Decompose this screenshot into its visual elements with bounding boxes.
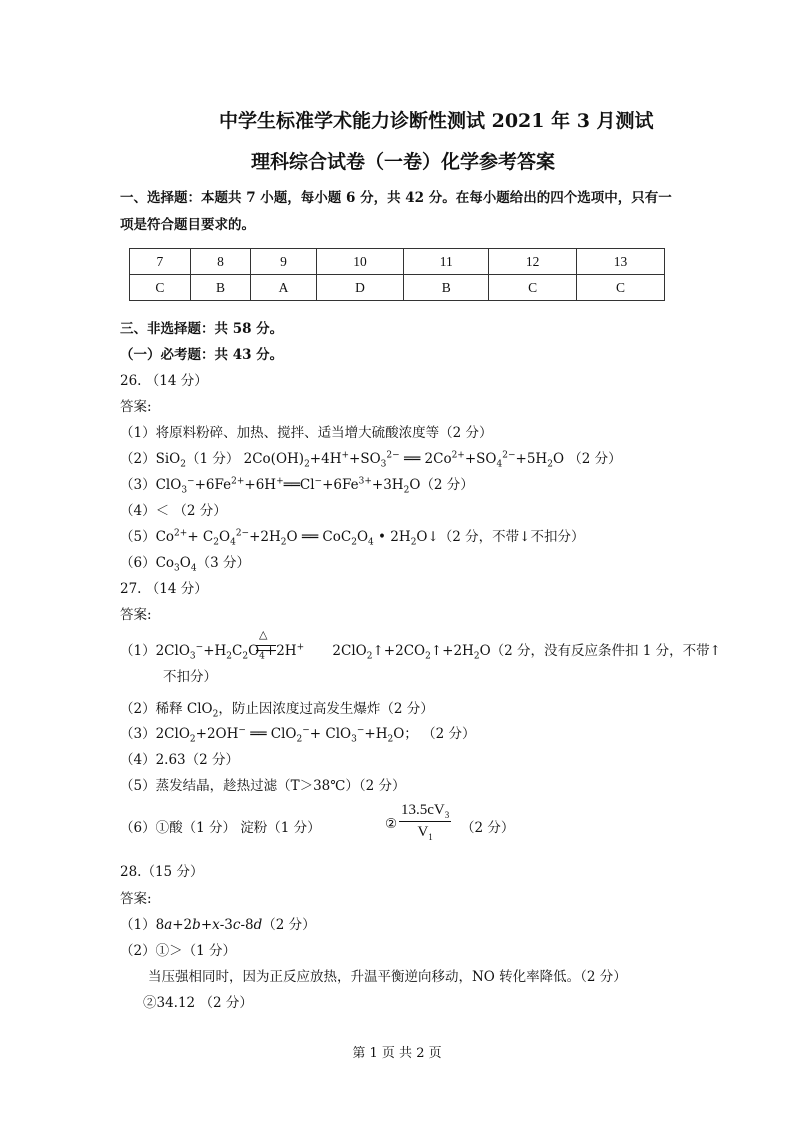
table-cell: B (190, 275, 251, 301)
section1-heading-line1: 一、选择题：本题共 7 小题，每小题 6 分，共 42 分。在每小题给出的四个选项中，只有一 (120, 190, 672, 206)
q27-answer-4: （4）2.63（2 分） (120, 752, 240, 768)
table-cell: D (316, 275, 404, 301)
q26-answer-5: $(5)Co^{2+}+ C_2O_4^{2-}+2H_2O$ ══ $CoC_2O_4$ • $2H_2O↓(2$ 分，不带↓不扣分） (120, 528, 585, 548)
table-cell: C (489, 275, 577, 301)
q28-answer-2-part2: ②34.12 （2 分） (143, 995, 253, 1011)
q26-answer-3: $(3)ClO_3^-+6Fe^{2+}+6H^+══Cl^-+6Fe^{3+}+3H_2O(2$ 分） (120, 476, 474, 496)
q26-answer-2: （2）SiO$_2$（1 分） $2Co(OH)_2+4H^++SO_3^{2-}$ ══ $2Co^{2+}+SO_4^{2-}+5H_2O$ （2 分） (120, 450, 622, 470)
table-cell: 10 (316, 249, 404, 275)
q26-answer-label: 答案: (120, 399, 152, 415)
answer-table-row-answers (130, 275, 665, 301)
table-cell: 8 (190, 249, 251, 275)
table-cell: 13 (577, 249, 665, 275)
page-number: 第 1 页 共 2 页 (352, 1046, 442, 1061)
table-cell: A (251, 275, 316, 301)
answer-table-row-numbers (130, 249, 665, 275)
q27-answer-2: （2）稀释 ClO$_2$，防止因浓度过高发生爆炸（2 分） (120, 701, 434, 720)
q27-header: 27. （14 分） (120, 581, 208, 597)
q26-answer-1: （1）将原料粉碎、加热、搅拌、适当增大硫酸浓度等（2 分） (120, 425, 493, 441)
fraction-denominator: $V_1$ (417, 824, 433, 842)
fraction-numerator: $13.5cV_3$ (401, 802, 450, 820)
q27-answer-5: （5）蒸发结晶，趁热过滤（T＞38℃）（2 分） (120, 778, 406, 794)
q27-answer-6-score: （2 分） (461, 820, 515, 836)
q27-answer-label: 答案: (120, 607, 152, 623)
section3-subheading: （一）必考题：共 43 分。 (120, 347, 284, 363)
q28-header: 28.（15 分） (120, 864, 204, 880)
q27-answer-1-line2: 不扣分） (163, 669, 217, 685)
table-cell: 9 (251, 249, 316, 275)
q27-answer-6-part2: ② (385, 816, 398, 832)
table-cell: C (577, 275, 665, 301)
q26-header: 26. （14 分） (120, 373, 208, 389)
heat-condition-icon: △ (259, 628, 268, 641)
section1-heading-line2: 项是符合题目要求的。 (120, 217, 255, 233)
page-title-line1: 中学生标准学术能力诊断性测试 2021 年 3 月测试 (219, 110, 654, 132)
q28-answer-1: （1）8a+2b+x-3c-8d（2 分） (120, 917, 316, 933)
q27-answer-1-line1: $(1)2ClO_3^-+H_2C_2O_4+2H^+$ $2ClO_2↑+2CO_2↑+2H_2O(2$ 分，没有反应条件扣 1 分，不带↑ (120, 642, 721, 662)
q28-answer-2-explanation: 当压强相同时，因为正反应放热，升温平衡逆向移动，NO 转化率降低。（2 分） (148, 969, 627, 985)
answer-table (129, 248, 665, 301)
q27-fraction (399, 802, 451, 841)
q26-answer-6: $(6)Co_3O_4(3$ 分） (120, 555, 250, 574)
q27-answer-3: （3）2ClO$_2$+2OH− ══ $ClO_2^-+ ClO_3^-+H_2O$； （2 分） (120, 725, 476, 745)
table-cell: C (130, 275, 191, 301)
q28-answer-label: 答案: (120, 891, 152, 907)
table-cell: 12 (489, 249, 577, 275)
section3-heading: 三、非选择题：共 58 分。 (120, 321, 284, 337)
table-cell: 11 (404, 249, 489, 275)
q26-answer-4: （4）＜ （2 分） (120, 503, 227, 519)
table-cell: 7 (130, 249, 191, 275)
q27-answer-6-part1: （6）①酸（1 分） 淀粉（1 分） (120, 820, 321, 836)
table-cell: B (404, 275, 489, 301)
page-title-line2: 理科综合试卷（一卷）化学参考答案 (251, 151, 556, 173)
q28-answer-2: （2）①＞（1 分） (120, 943, 236, 959)
